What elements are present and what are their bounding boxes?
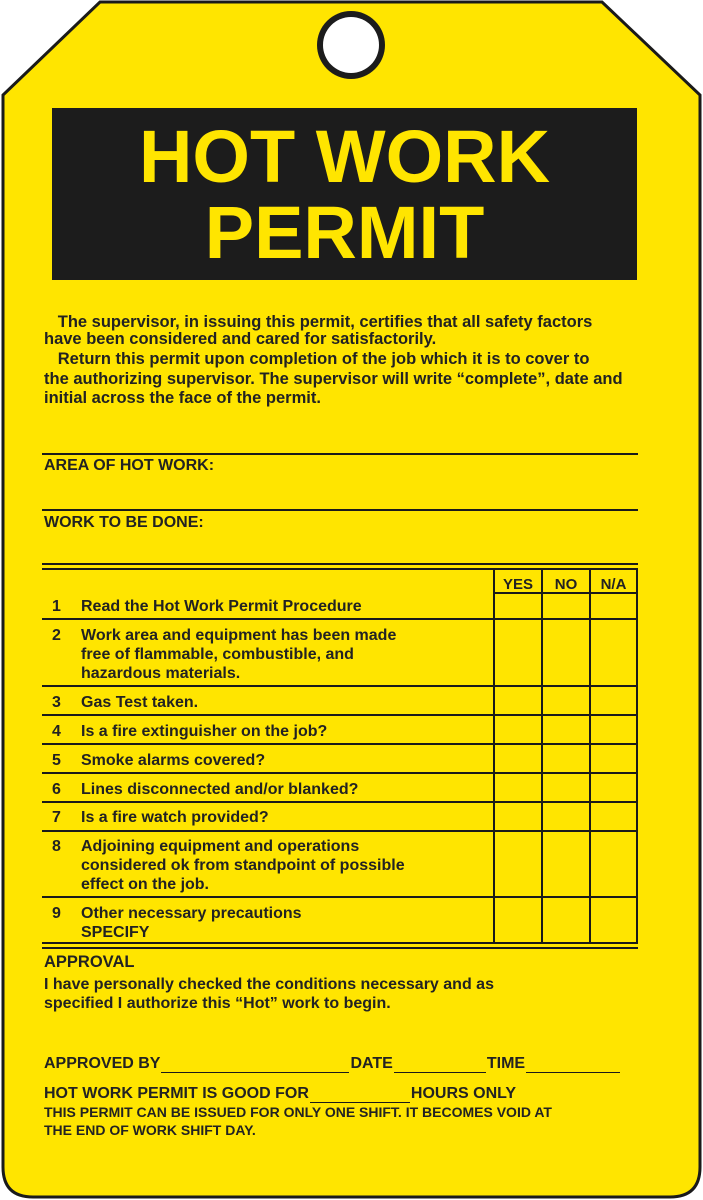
work-to-be-done-label: WORK TO BE DONE: xyxy=(44,514,204,531)
checklist-item-2: Work area and equipment has been made free of flammable, combustible, and hazardous materials. xyxy=(81,627,397,682)
row-number: 7 xyxy=(52,809,61,826)
row-sep-5 xyxy=(42,772,638,774)
col-line-right xyxy=(636,568,638,944)
row-number: 1 xyxy=(52,598,61,615)
row-number: 4 xyxy=(52,723,61,740)
col-line-yes xyxy=(493,568,495,944)
row-sep-3 xyxy=(42,714,638,716)
checklist-item-8: Adjoining equipment and operations considered ok from standpoint of possible effect on the job. xyxy=(81,838,405,893)
grommet-hole-inner xyxy=(323,17,379,73)
row-number: 9 xyxy=(52,905,61,922)
footer-note: THIS PERMIT CAN BE ISSUED FOR ONLY ONE SHIFT. IT BECOMES VOID AT THE END OF WORK SHIFT DAY. xyxy=(44,1104,552,1138)
checklist-item-1: Read the Hot Work Permit Procedure xyxy=(81,598,362,615)
intro-line-3: Return this permit upon completion of the job which it is to cover to xyxy=(44,350,590,368)
checklist-item-6: Lines disconnected and/or blanked? xyxy=(81,781,359,798)
permit-good-for-label: HOT WORK PERMIT IS GOOD FOR xyxy=(44,1085,309,1102)
checklist-item-5: Smoke alarms covered? xyxy=(81,752,266,769)
hours-blank[interactable] xyxy=(310,1088,410,1103)
work-rule xyxy=(42,509,638,511)
date-blank[interactable] xyxy=(394,1058,486,1073)
intro-line-4: the authorizing supervisor. The supervisor will write “complete”, date and xyxy=(44,370,623,388)
col-na-header: N/A xyxy=(600,576,627,593)
intro-line-1: The supervisor, in issuing this permit, certifies that all safety factors xyxy=(44,313,593,331)
col-line-na xyxy=(589,568,591,944)
area-rule xyxy=(42,453,638,455)
title-line-1: HOT WORK xyxy=(138,115,551,198)
approval-heading: APPROVAL xyxy=(44,953,135,971)
approval-statement: I have personally checked the conditions necessary and as specified I authorize this “Hot” work to begin. xyxy=(44,976,494,1012)
checklist-item-7: Is a fire watch provided? xyxy=(81,809,269,826)
row-number: 8 xyxy=(52,838,61,855)
hours-row xyxy=(44,1085,516,1103)
row-number: 3 xyxy=(52,694,61,711)
approved-by-label: APPROVED BY xyxy=(44,1055,161,1072)
intro-line-5: initial across the face of the permit. xyxy=(44,389,321,407)
row-sep-7 xyxy=(42,830,638,832)
intro-line-2: have been considered and cared for satisfactorily. xyxy=(44,330,437,348)
col-yes-header: YES xyxy=(502,576,533,593)
approved-by-blank[interactable] xyxy=(161,1058,349,1073)
time-blank[interactable] xyxy=(526,1058,620,1073)
time-label: TIME xyxy=(486,1055,526,1072)
checklist-item-4: Is a fire extinguisher on the job? xyxy=(81,723,328,740)
col-no-header: NO xyxy=(554,576,578,593)
row-sep-2 xyxy=(42,685,638,687)
table-top-rule xyxy=(42,563,638,565)
table-top-rule-2 xyxy=(42,568,638,570)
row-number: 6 xyxy=(52,781,61,798)
col-line-no xyxy=(541,568,543,944)
title-line-2: PERMIT xyxy=(204,191,485,274)
row-sep-4 xyxy=(42,743,638,745)
area-of-hot-work-label: AREA OF HOT WORK: xyxy=(44,457,215,474)
row-number: 2 xyxy=(52,627,61,644)
table-bottom-rule-2 xyxy=(42,947,638,949)
row-sep-1 xyxy=(42,618,638,620)
title-banner xyxy=(52,108,637,280)
checklist-item-9: Other necessary precautions SPECIFY xyxy=(81,905,302,941)
row-sep-6 xyxy=(42,801,638,803)
date-label: DATE xyxy=(350,1055,393,1072)
row-number: 5 xyxy=(52,752,61,769)
checklist-item-3: Gas Test taken. xyxy=(81,694,199,711)
table-bottom-rule xyxy=(42,942,638,944)
signature-row xyxy=(44,1055,621,1073)
row-sep-8 xyxy=(42,896,638,898)
hours-only-label: HOURS ONLY xyxy=(410,1085,517,1102)
